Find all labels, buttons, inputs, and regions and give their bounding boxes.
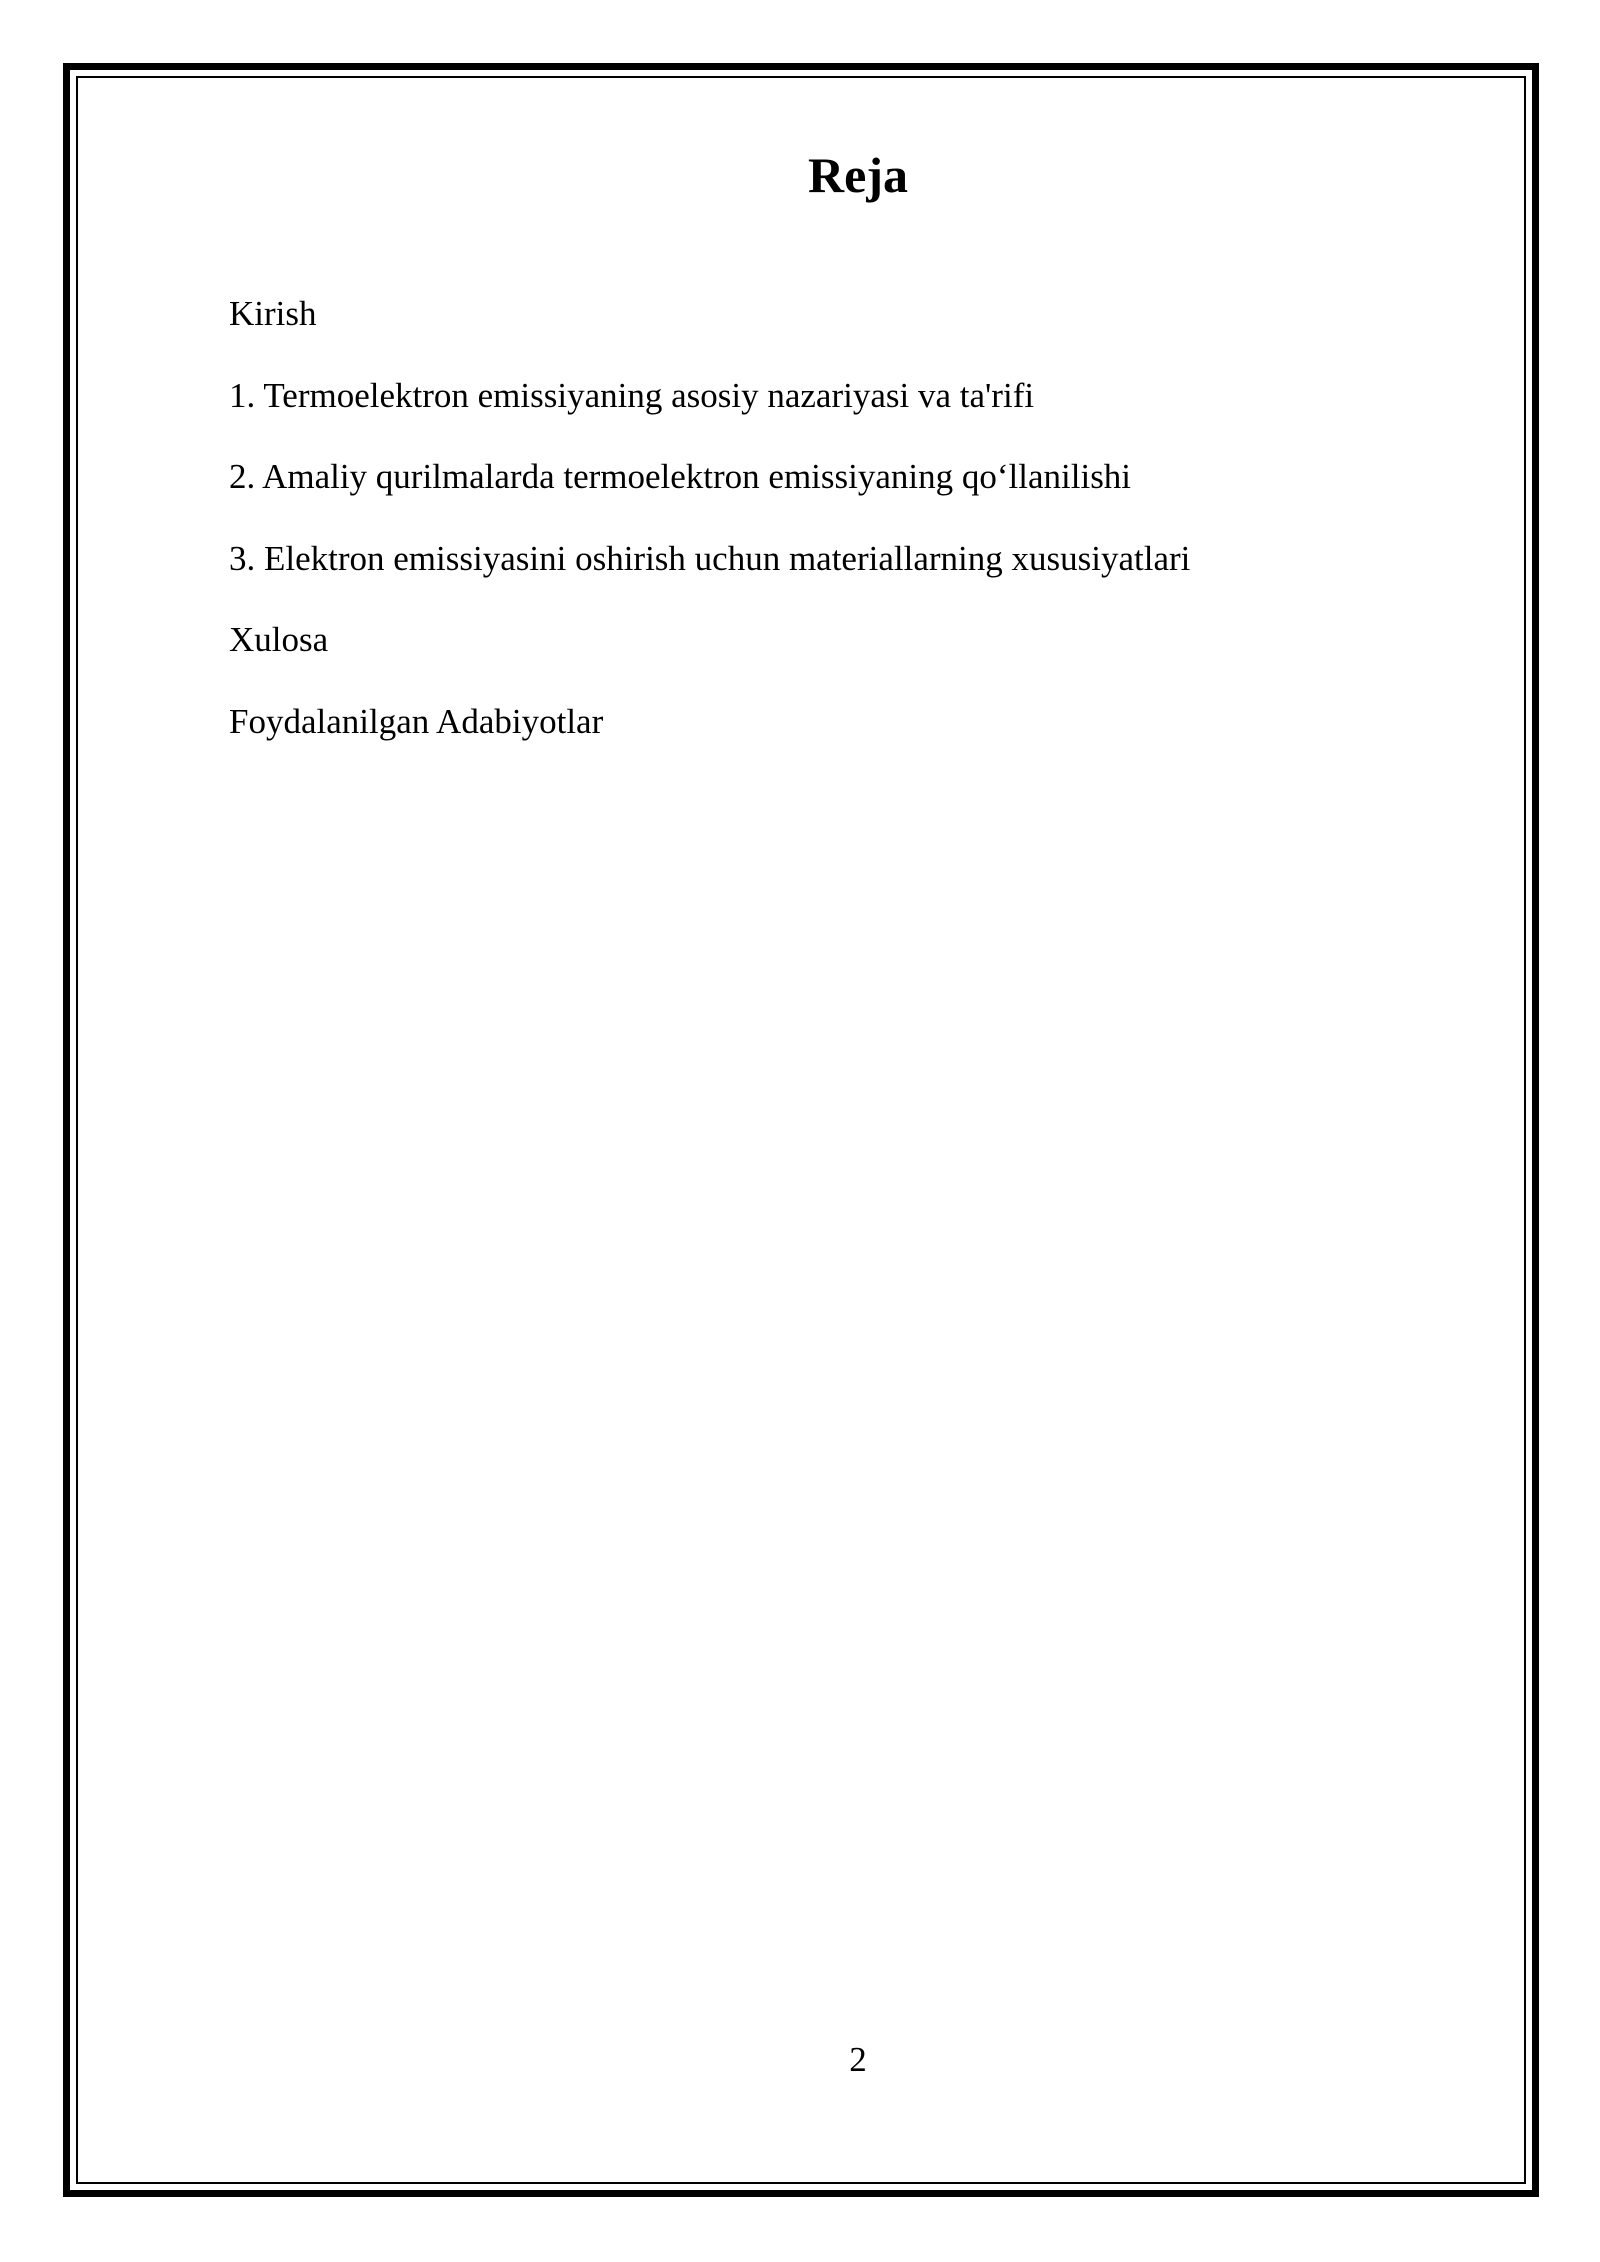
toc-item-1: 1. Termoelektron emissiyaning asosiy nazariyasi va ta'rifi (229, 375, 1035, 415)
toc-item-intro: Kirish (229, 294, 317, 333)
toc-item-conclusion: Xulosa (229, 620, 329, 660)
page-number: 2 (849, 2040, 867, 2079)
table-of-contents (229, 294, 1190, 784)
toc-item-2: 2. Amaliy qurilmalarda termoelektron emissiyaning qo‘llanilishi (229, 457, 1132, 497)
toc-item-references: Foydalanilgan Adabiyotlar (229, 701, 604, 741)
page-title: Reja (808, 147, 908, 203)
toc-item-3: 3. Elektron emissiyasini oshirish uchun materiallarning xususiyatlari (229, 538, 1191, 578)
